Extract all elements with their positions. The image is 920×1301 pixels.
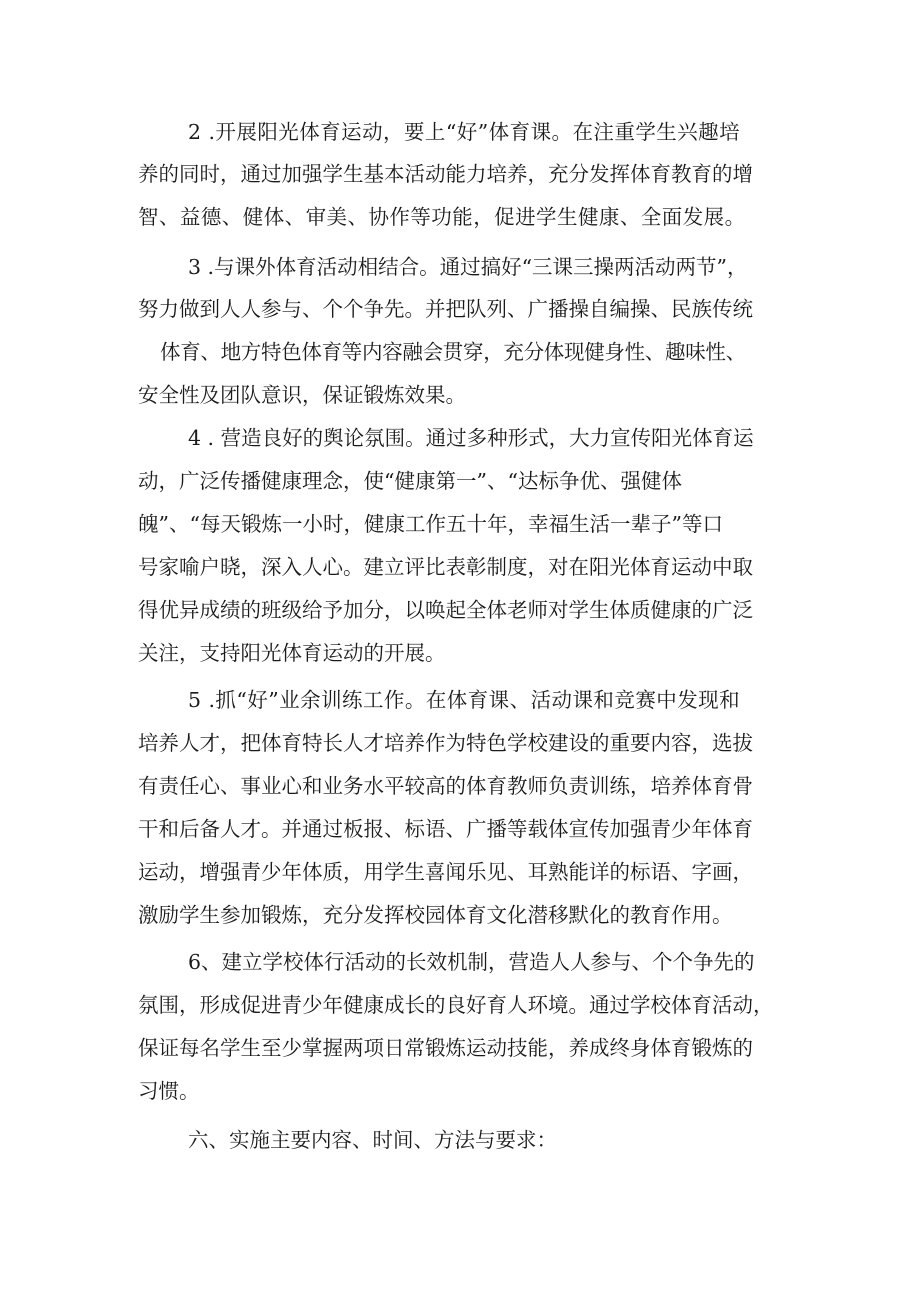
text-line: 动，广泛传播健康理念，使“健康第一”、“达标争优、强健体	[138, 469, 682, 493]
text-line: 3 .与课外体育活动相结合。通过搞好“三课三操两活动两节”，	[188, 255, 748, 279]
text-line: 关注，支持阳光体育运动的开展。	[138, 641, 446, 665]
text-line: 魄”、“每天锻炼一小时，健康工作五十年，幸福生活一辈子”等口	[138, 512, 723, 536]
text-line: 有责任心、事业心和业务水平较高的体育教师负责训练，培养体育骨	[138, 774, 753, 798]
text-line: 氛围，形成促进青少年健康成长的良好育人环境。通过学校体育活动，	[138, 993, 774, 1017]
text-line: 体育、地方特色体育等内容融会贯穿，充分体现健身性、趣味性、	[160, 340, 746, 364]
text-line: 智、益德、健体、审美、协作等功能，促进学生健康、全面发展。	[138, 205, 746, 229]
text-line: 干和后备人才。并通过板报、标语、广播等载体宣传加强青少年体育	[138, 817, 753, 841]
text-line: 安全性及团队意识，保证锻炼效果。	[138, 383, 466, 407]
text-line: 培养人才，把体育特长人才培养作为特色学校建设的重要内容，选拔	[138, 731, 753, 755]
text-line: 努力做到人人参与、个个争先。并把队列、广播操自编操、民族传统	[138, 297, 753, 321]
text-line: 运动，增强青少年体质，用学生喜闻乐见、耳熟能详的标语、字画，	[138, 860, 753, 884]
text-line: 习惯。	[138, 1079, 200, 1103]
section-heading: 六、实施主要内容、时间、方法与要求：	[188, 1128, 557, 1152]
text-line: 6、建立学校体行活动的长效机制，营造人人参与、个个争先的	[188, 950, 755, 974]
text-line: 得优异成绩的班级给予加分，以唤起全体老师对学生体质健康的广泛	[138, 598, 753, 622]
text-line: 4 . 营造良好的舆论氛围。通过多种形式，大力宣传阳光体育运	[188, 426, 754, 450]
text-line: 5 .抓“好”业余训练工作。在体育课、活动课和竞赛中发现和	[188, 688, 741, 712]
text-line: 2 .开展阳光体育运动，要上“好”体育课。在注重学生兴趣培	[188, 120, 741, 144]
text-line: 激励学生参加锻炼，充分发挥校园体育文化潜移默化的教育作用。	[138, 903, 733, 927]
text-line: 保证每名学生至少掌握两项日常锻炼运动技能，养成终身体育锻炼的	[138, 1036, 753, 1060]
text-line: 养的同时，通过加强学生基本活动能力培养，充分发挥体育教育的增	[138, 162, 753, 186]
text-line: 号家喻户晓，深入人心。建立评比表彰制度，对在阳光体育运动中取	[138, 555, 753, 579]
